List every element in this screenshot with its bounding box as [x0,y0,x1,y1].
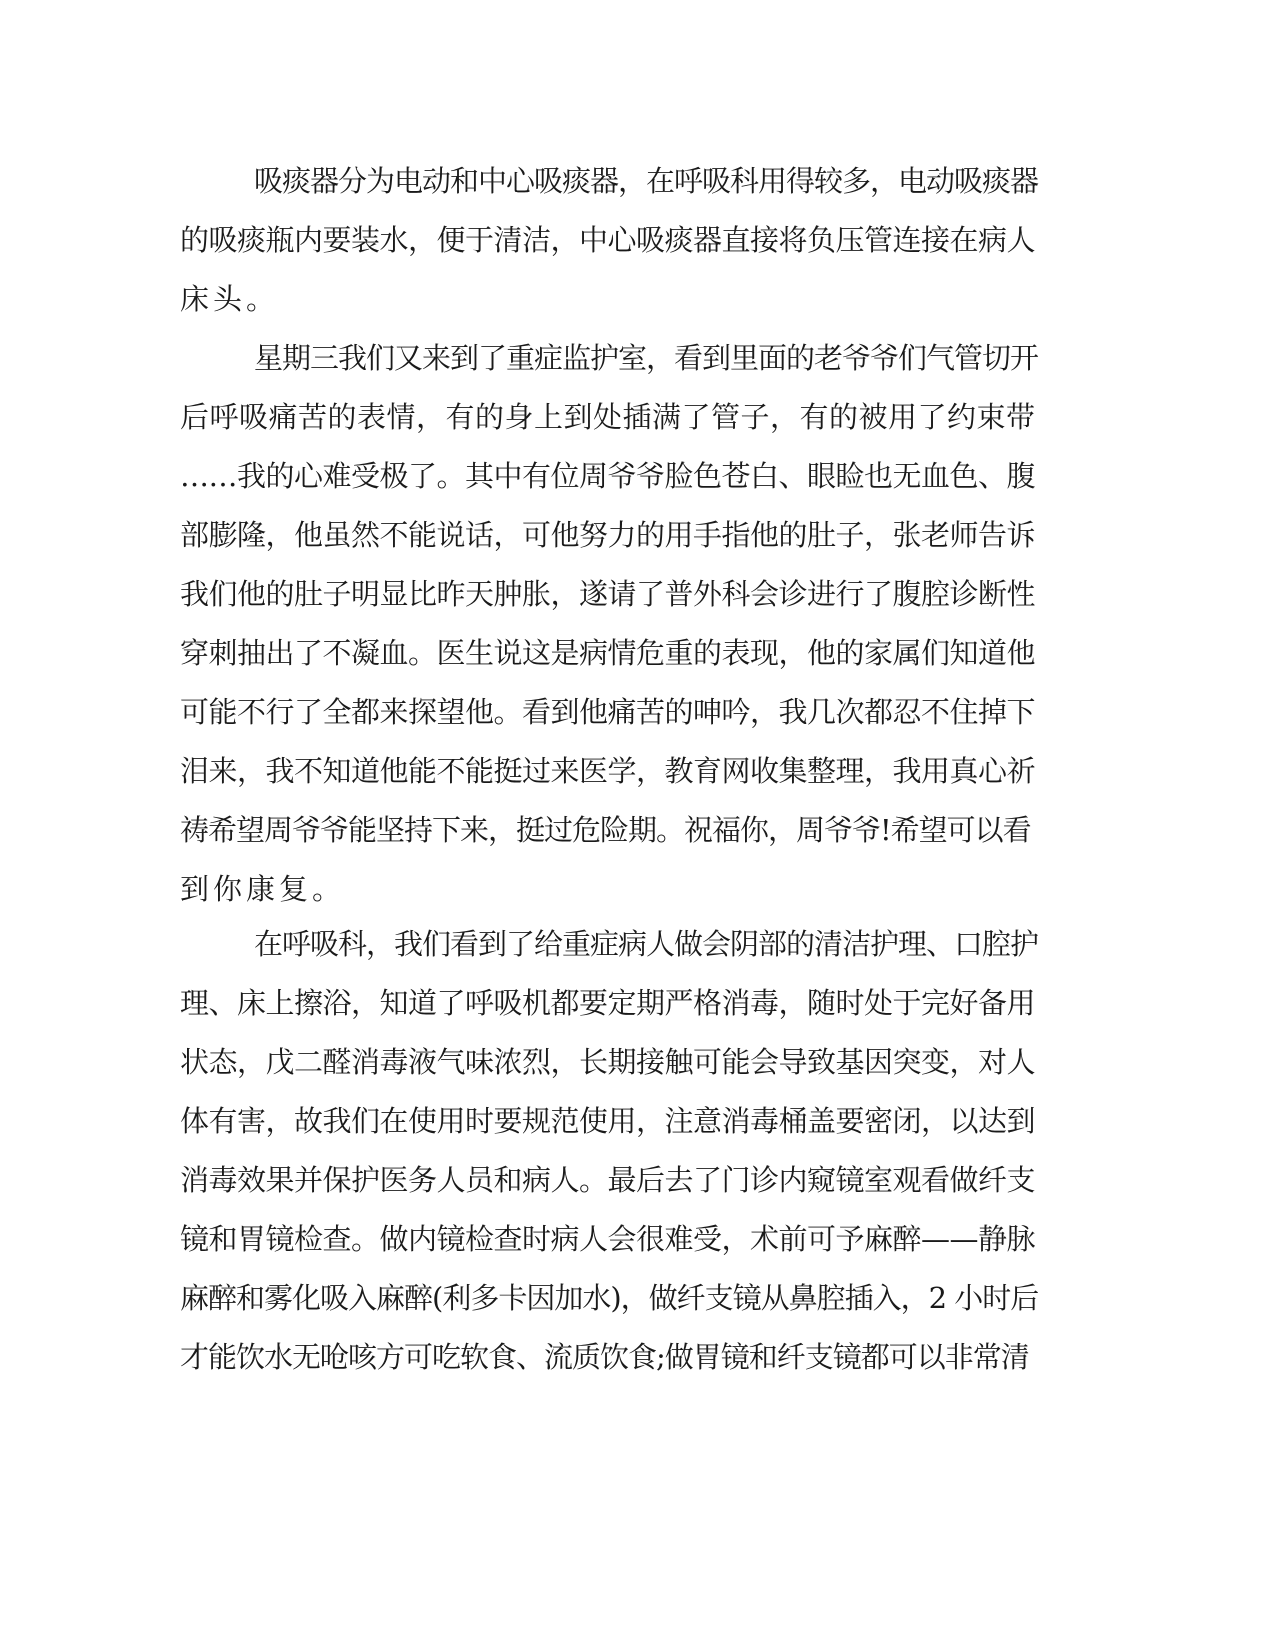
paragraph-3 [180,915,1040,1387]
text-line: 理、床上擦浴，知道了呼吸机都要定期严格消毒，随时处于完好备用 [180,986,1036,1020]
text-line: 我们他的肚子明显比昨天肿胀，遂请了普外科会诊进行了腹腔诊断性 [180,577,1036,611]
paragraph-1 [180,152,1040,329]
paragraph-2 [180,329,1040,919]
text-line: 泪来，我不知道他能不能挺过来医学，教育网收集整理，我用真心祈 [180,754,1036,788]
text-line: 麻醉和雾化吸入麻醉(利多卡因加水)，做纤支镜从鼻腔插入，2 小时后 [180,1281,1039,1315]
text-line: 床头。 [180,282,280,316]
text-line: 后呼吸痛苦的表情，有的身上到处插满了管子，有的被用了约束带 [180,400,1036,434]
text-line: 到你康复。 [180,872,346,906]
text-line: 星期三我们又来到了重症监护室，看到里面的老爷爷们气管切开 [254,341,1039,375]
text-line: 部膨隆，他虽然不能说话，可他努力的用手指他的肚子，张老师告诉 [180,518,1036,552]
text-line: 穿刺抽出了不凝血。医生说这是病情危重的表现，他的家属们知道他 [180,636,1036,670]
text-line: 体有害，故我们在使用时要规范使用，注意消毒桶盖要密闭，以达到 [180,1104,1036,1138]
text-line: 可能不行了全都来探望他。看到他痛苦的呻吟，我几次都忍不住掉下 [180,695,1036,729]
text-line: 镜和胃镜检查。做内镜检查时病人会很难受，术前可予麻醉——静脉 [180,1222,1036,1256]
text-line: 才能饮水无呛咳方可吃软食、流质饮食;做胃镜和纤支镜都可以非常清 [180,1340,1029,1374]
text-line: ……我的心难受极了。其中有位周爷爷脸色苍白、眼睑也无血色、腹 [180,459,1036,493]
text-line: 吸痰器分为电动和中心吸痰器，在呼吸科用得较多，电动吸痰器 [254,164,1039,198]
text-line: 在呼吸科，我们看到了给重症病人做会阴部的清洁护理、口腔护 [254,927,1039,961]
text-line: 状态，戊二醛消毒液气味浓烈，长期接触可能会导致基因突变，对人 [180,1045,1036,1079]
text-line: 祷希望周爷爷能坚持下来，挺过危险期。祝福你，周爷爷!希望可以看 [180,813,1031,847]
text-line: 消毒效果并保护医务人员和病人。最后去了门诊内窥镜室观看做纤支 [180,1163,1036,1197]
text-line: 的吸痰瓶内要装水，便于清洁，中心吸痰器直接将负压管连接在病人 [180,223,1036,257]
